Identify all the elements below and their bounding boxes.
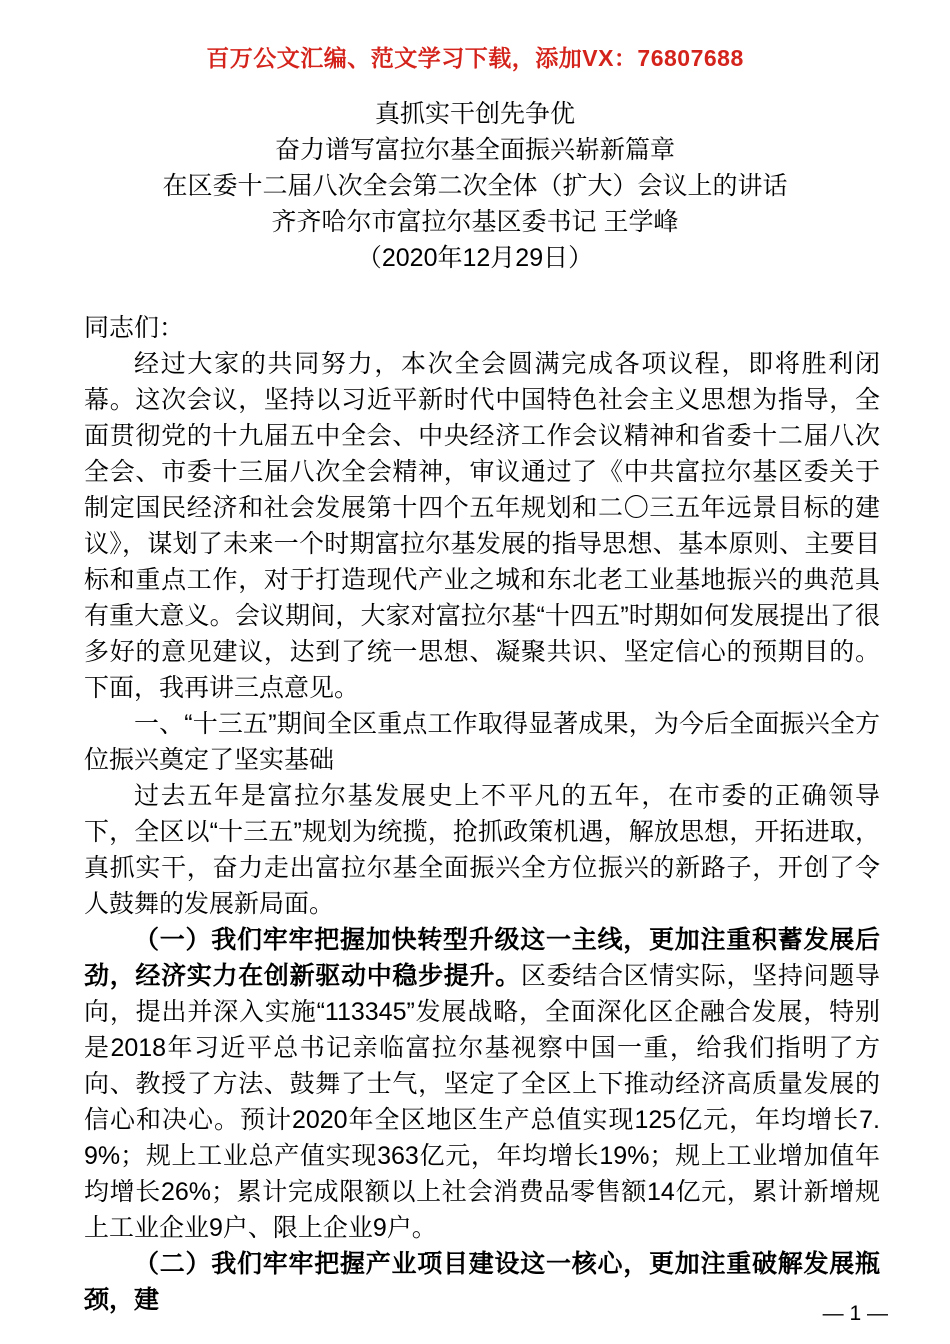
title-byline: 齐齐哈尔市富拉尔基区委书记 王学峰 bbox=[271, 208, 679, 236]
subsection-one-lead: （一）我们牢牢把握加快转型升级这一主线，更加注重积蓄发展后劲，经济实力在创新驱动中稳步提升。 bbox=[84, 926, 880, 990]
page-number: — 1 — bbox=[822, 1302, 888, 1325]
paragraph-past-five-years: 过去五年是富拉尔基发展史上不平凡的五年，在市委的正确领导下，全区以“十三五”规划为统揽，抢抓政策机遇，解放思想，开拓进取，真抓实干，奋力走出富拉尔基全面振兴全方位振兴的新路子，开创了令人鼓舞的发展新局面。 bbox=[84, 782, 880, 918]
subsection-two-lead: （二）我们牢牢把握产业项目建设这一核心，更加注重破解发展瓶颈，建 bbox=[84, 1250, 880, 1314]
section-heading-one: 一、“十三五”期间全区重点工作取得显著成果，为今后全面振兴全方位振兴奠定了坚实基础 bbox=[84, 710, 880, 774]
document-title-block bbox=[0, 96, 950, 276]
paragraph-opening: 经过大家的共同努力，本次全会圆满完成各项议程，即将胜利闭幕。这次会议，坚持以习近平新时代中国特色社会主义思想为指导，全面贯彻党的十九届五中全会、中央经济工作会议精神和省委十二届八次全会、市委十三届八次全会精神，审议通过了《中共富拉尔基区委关于制定国民经济和社会发展第十四个五年规划和二〇三五年远景目标的建议》，谋划了未来一个时期富拉尔基发展的指导思想、基本原则、主要目标和重点工作，对于打造现代产业之城和东北老工业基地振兴的典范具有重大意义。会议期间，大家对富拉尔基“十四五”时期如何发展提出了很多好的意见建议，达到了统一思想、凝聚共识、坚定信心的预期目的。下面，我再讲三点意见。 bbox=[84, 350, 880, 702]
salutation: 同志们： bbox=[84, 314, 185, 342]
title-date: （2020年12月29日） bbox=[356, 244, 594, 272]
subsection-one-text: 区委结合区情实际，坚持问题导向，提出并深入实施“113345”发展战略，全面深化区企融合发展，特别是2018年习近平总书记亲临富拉尔基视察中国一重，给我们指明了方向、教授了方法、鼓舞了士气，坚定了全区上下推动经济高质量发展的信心和决心。预计2020年全区地区生产总值实现125亿元，年均增长7.9%；规上工业总产值实现363亿元，年均增长19%；规上工业增加值年均增长26%；累计完成限额以上社会消费品零售额14亿元，累计新增规上工业企业9户、限上企业9户。 bbox=[84, 962, 880, 1242]
title-line-1: 真抓实干创先争优 bbox=[374, 100, 575, 128]
title-line-2: 奋力谱写富拉尔基全面振兴崭新篇章 bbox=[274, 136, 675, 164]
promo-banner: 百万公文汇编、范文学习下载，添加VX：76807688 bbox=[206, 45, 744, 71]
subsection-one bbox=[84, 922, 880, 1246]
title-line-3: 在区委十二届八次全会第二次全体（扩大）会议上的讲话 bbox=[162, 172, 788, 200]
document-body bbox=[84, 310, 880, 1318]
